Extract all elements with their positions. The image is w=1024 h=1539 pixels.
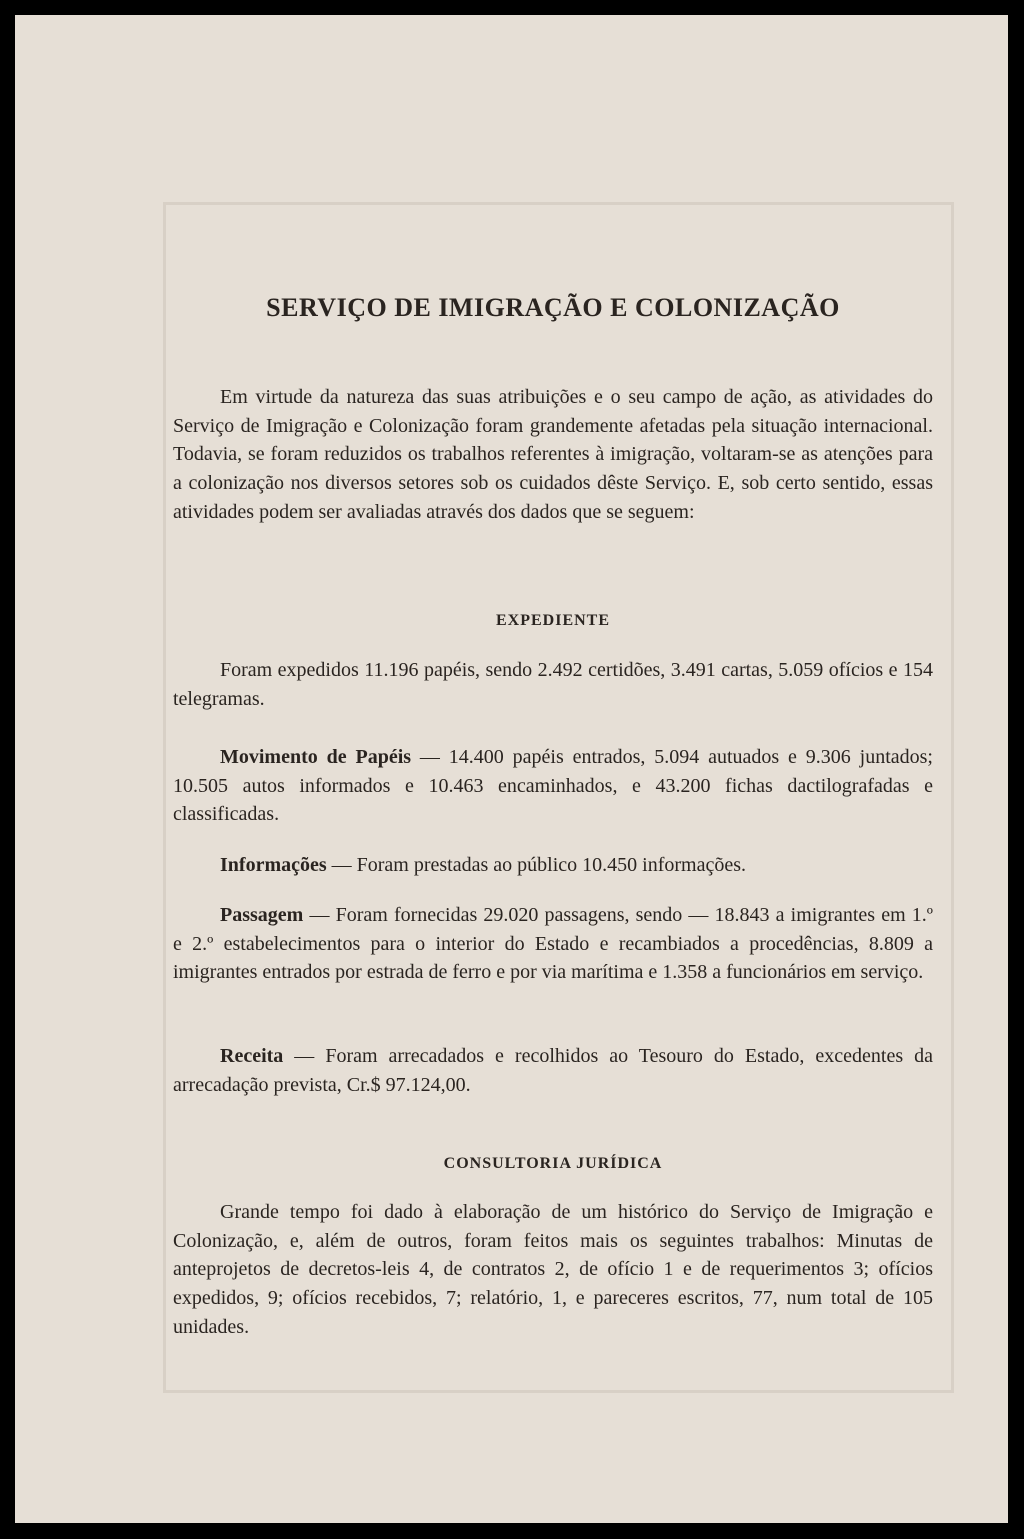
item-text: — 14.400 papéis entrados, 5.094 autuados e 9.306 juntados; 10.505 autos informados e 10.463 encaminhados, e 43.200 fichas dactilografadas e classificadas. (173, 746, 933, 826)
item-receita (173, 1042, 933, 1099)
section-heading-expediente: EXPEDIENTE (495, 612, 611, 629)
page-title: SERVIÇO DE IMIGRAÇÃO E COLONIZAÇÃO (266, 293, 840, 322)
intro-paragraph: Em virtude da natureza das suas atribuições e o seu campo de ação, as atividades do Serviço de Imigração e Colonização foram grandemente afetadas pela situação internacional. Todavia, se foram reduzidos os trabalhos referentes à imigração, voltaram-se as atenções para a colonização nos diversos setores sob os cuidados dêste Serviço. E, sob certo sentido, essas atividades podem ser avaliadas através dos dados que se seguem: (173, 386, 933, 523)
document-page (15, 15, 1008, 1523)
item-text: — Foram fornecidas 29.020 passagens, sendo — 18.843 a imigrantes em 1.º e 2.º estabelecimentos para o interior do Estado e recambiados a procedências, 8.809 a imigrantes entrados por estrada de ferro e por via marítima e 1.358 a funcionários em serviço. (173, 904, 933, 984)
item-text: — Foram arrecadados e recolhidos ao Tesouro do Estado, excedentes da arrecadação prevista, Cr.$ 97.124,00. (173, 1045, 933, 1096)
section-heading-consultoria: CONSULTORIA JURÍDICA (443, 1155, 663, 1172)
item-movimento-de-papeis (173, 743, 933, 829)
item-passagem (173, 901, 933, 987)
item-text: — Foram prestadas ao público 10.450 informações. (326, 854, 746, 876)
consultoria-paragraph: Grande tempo foi dado à elaboração de um histórico do Serviço de Imigração e Colonização, e, além de outros, foram feitos mais os seguintes trabalhos: Minutas de anteprojetos de decretos-leis 4, de contratos 2, de ofício 1 e de requerimentos 3; ofícios expedidos, 9; ofícios recebidos, 7; relatório, 1, e pareceres escritos, 77, num total de 105 unidades. (173, 1201, 933, 1338)
expediente-summary: Foram expedidos 11.196 papéis, sendo 2.492 certidões, 3.491 cartas, 5.059 ofícios e 154 telegramas. (173, 659, 933, 710)
item-lead: Informações (220, 854, 327, 876)
item-lead: Movimento de Papéis (220, 746, 412, 768)
item-lead: Passagem (220, 904, 304, 926)
item-lead: Receita (220, 1045, 284, 1067)
item-informacoes (173, 851, 933, 880)
